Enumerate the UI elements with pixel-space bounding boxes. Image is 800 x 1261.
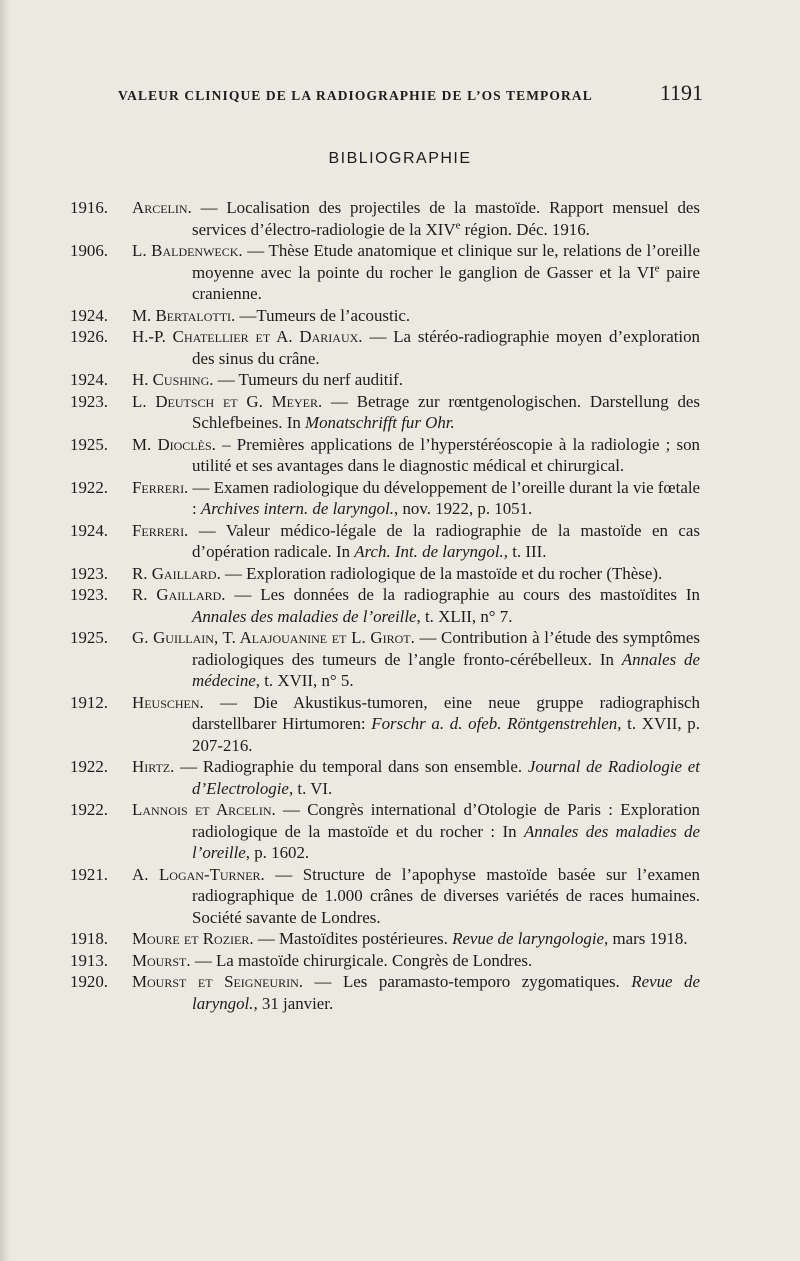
- bibliography-entry: [70, 928, 700, 950]
- entry-text: [132, 326, 700, 369]
- running-header: [118, 80, 703, 106]
- entry-text: [132, 240, 700, 305]
- entry-journal: Revue de laryngologie: [452, 929, 605, 948]
- bibliography-entry: [70, 326, 700, 369]
- entry-text: [132, 391, 700, 434]
- entry-author: Mourst et Seigneurin.: [132, 972, 304, 991]
- entry-author: Ferreri.: [132, 477, 189, 497]
- entry-body: — Thèse Etude anatomique et clinique sur le, relations de l’oreille moyenne avec la pointe du rocher le ganglion de Gasser et la VI: [192, 241, 700, 282]
- bibliography-entry: [70, 563, 700, 585]
- bibliography-entry: [70, 434, 700, 477]
- entry-year: 1906.: [70, 241, 109, 260]
- entry-text: [132, 477, 700, 520]
- entry-author: R. Gaillard.: [132, 563, 221, 583]
- entry-text: [132, 520, 700, 563]
- entry-year: 1920.: [70, 972, 109, 991]
- entry-author: Heuschen.: [132, 692, 204, 712]
- entry-body: — Localisation des projectiles de la mastoïde. Rapport mensuel des services d’électro-radiologie de la XIV: [192, 198, 700, 239]
- entry-year: 1912.: [70, 692, 109, 712]
- entry-text: [132, 971, 700, 1014]
- entry-body: — La stéréo-radiographie moyen d’exploration des sinus du crâne.: [192, 327, 700, 368]
- page-number: 1191: [659, 80, 703, 105]
- bibliography-entry: [70, 369, 700, 391]
- entry-year: 1924.: [70, 520, 109, 540]
- entry-body: — Die Akustikus-tumoren, eine neue gruppe radiographisch darstellbarer Hirtumoren:: [192, 692, 700, 733]
- entry-author: M. Bertalotti.: [132, 305, 236, 325]
- entry-body: — Betrage zur rœntgenologischen. Darstellung des Schlefbeines. In: [192, 391, 700, 432]
- entry-body: — Tumeurs du nerf auditif.: [217, 370, 404, 389]
- entry-year: 1913.: [70, 950, 109, 970]
- entry-author: M. Dioclès.: [132, 434, 216, 454]
- entry-journal: Annales des maladies de l’oreille: [192, 606, 417, 626]
- entry-author: Hirtz.: [132, 757, 175, 776]
- entry-tail: , t. XLII, n° 7.: [416, 606, 513, 626]
- section-title: BIBLIOGRAPHIE: [328, 150, 472, 167]
- entry-body: —Tumeurs de l’acoustic.: [239, 305, 411, 325]
- entry-year: 1916.: [70, 198, 109, 217]
- entry-author: Moure et Rozier.: [132, 929, 254, 948]
- entry-text: [132, 627, 700, 692]
- bibliography-entry: [70, 305, 700, 327]
- entry-body: — Contribution à l’étude des symptômes radiologiques des tumeurs de l’angle fronto-cérébelleux. In: [192, 628, 700, 669]
- entry-year: 1926.: [70, 327, 109, 346]
- entry-text: [132, 756, 700, 799]
- entry-year: 1924.: [70, 305, 109, 325]
- entry-tail: paire cranienne.: [192, 262, 700, 303]
- entry-text: [132, 563, 700, 585]
- entry-tail: , nov. 1922, p. 1051.: [394, 499, 533, 518]
- entry-body: – Premières applications de l’hyperstéréoscopie à la radiologie ; son utilité et ses avantages dans le diagnostic médical et chirurgical.: [192, 434, 700, 475]
- entry-year: 1922.: [70, 477, 109, 497]
- entry-text: [132, 864, 700, 929]
- entry-author: G. Guillain, T. Alajouanine et L. Girot.: [132, 628, 415, 647]
- entry-text: [132, 369, 700, 391]
- entry-text: [132, 584, 700, 627]
- entry-tail: , t. XVII, p. 207-216.: [192, 714, 700, 755]
- entry-body: — Examen radiologique du développement de l’oreille durant la vie fœtale :: [192, 477, 701, 518]
- entry-superscript: e: [455, 218, 461, 231]
- entry-journal: Forschr a. d. ofeb. Röntgenstrehlen: [371, 714, 618, 733]
- page-edge: [0, 0, 10, 1261]
- entry-journal: Annales de médecine: [192, 649, 700, 690]
- entry-tail: , p. 1602.: [245, 843, 310, 862]
- bibliography-entry: [70, 240, 700, 305]
- entry-body: — La mastoïde chirurgicale. Congrès de Londres.: [194, 950, 533, 970]
- bibliography-list: [70, 197, 700, 1014]
- entry-journal: Revue de laryngol.: [192, 972, 701, 1013]
- entry-year: 1922.: [70, 757, 109, 776]
- entry-body: — Mastoïdites postérieures.: [257, 929, 453, 948]
- entry-year: 1923.: [70, 563, 109, 583]
- entry-year: 1918.: [70, 929, 109, 948]
- entry-body: — Radiographie du temporal dans son ensemble.: [180, 757, 528, 776]
- entry-tail: , mars 1918.: [604, 929, 688, 948]
- bibliography-entry: [70, 971, 700, 1014]
- entry-journal: Annales des maladies de l’oreille: [192, 821, 700, 862]
- bibliography-entry: [70, 692, 700, 757]
- entry-journal: Arch. Int. de laryngol.: [354, 542, 504, 561]
- entry-text: [132, 799, 700, 864]
- entry-text: [132, 692, 700, 757]
- entry-year: 1923.: [70, 585, 109, 604]
- entry-body: — Congrès international d’Otologie de Paris : Exploration radiologique de la mastoïde et du rocher : In: [192, 800, 700, 841]
- entry-author: H. Cushing.: [132, 370, 214, 389]
- entry-author: Mourst.: [132, 950, 191, 970]
- bibliography-entry: [70, 864, 700, 929]
- entry-year: 1922.: [70, 800, 109, 819]
- entry-body: — Les données de la radiographie au cours des mastoïdites In: [234, 585, 700, 604]
- bibliography-entry: [70, 477, 700, 520]
- bibliography-entry: [70, 584, 700, 627]
- bibliography-entry: [70, 950, 700, 972]
- entry-tail: , t. VI.: [288, 778, 333, 798]
- entry-tail: , t. III.: [503, 542, 547, 561]
- entry-text: [132, 197, 700, 240]
- entry-body: — Exploration radiologique de la mastoïde et du rocher (Thèse).: [225, 563, 663, 583]
- entry-text: [132, 305, 700, 327]
- entry-body: — Structure de l’apophyse mastoïde basée sur l’examen radiographique de 1.000 crânes de diverses variétés de races humaines. Société savante de Londres.: [192, 864, 700, 927]
- entry-author: Arcelin.: [132, 198, 192, 217]
- entry-tail: , 31 janvier.: [253, 993, 334, 1013]
- entry-year: 1925.: [70, 434, 109, 454]
- entry-tail: , t. XVII, n° 5.: [255, 671, 354, 690]
- bibliography-entry: [70, 799, 700, 864]
- entry-text: [132, 928, 700, 950]
- entry-author: Lannois et Arcelin.: [132, 800, 276, 819]
- entry-journal: Journal de Radiologie et d’Electrologie: [192, 757, 700, 798]
- entry-year: 1925.: [70, 628, 109, 647]
- bibliography-entry: [70, 520, 700, 563]
- entry-body: — Valeur médico-légale de la radiographie de la mastoïde en cas d’opération radicale. In: [192, 520, 700, 561]
- entry-journal: Monatschrifft fur Ohr.: [305, 413, 455, 432]
- bibliography-entry: [70, 756, 700, 799]
- entry-body: — Les paramasto-temporo zygomatiques.: [314, 972, 632, 991]
- entry-journal: Archives intern. de laryngol.: [200, 499, 395, 518]
- entry-author: L. Deutsch et G. Meyer.: [132, 391, 323, 411]
- entry-text: [132, 434, 700, 477]
- running-title: VALEUR CLINIQUE DE LA RADIOGRAPHIE DE L’OS TEMPORAL: [118, 88, 593, 103]
- entry-year: 1924.: [70, 370, 109, 389]
- entry-author: H.-P. Chatellier et A. Dariaux.: [132, 327, 363, 346]
- bibliography-entry: [70, 627, 700, 692]
- entry-author: Ferreri.: [132, 520, 189, 540]
- entry-tail: région. Déc. 1916.: [460, 219, 590, 239]
- entry-author: R. Gaillard.: [132, 585, 226, 604]
- bibliography-entry: [70, 391, 700, 434]
- bibliography-entry: [70, 197, 700, 240]
- entry-author: L. Baldenweck.: [132, 241, 243, 260]
- entry-superscript: e: [654, 261, 660, 274]
- entry-author: A. Logan-Turner.: [132, 864, 265, 884]
- entry-year: 1923.: [70, 391, 109, 411]
- entry-year: 1921.: [70, 864, 109, 884]
- entry-text: [132, 950, 700, 972]
